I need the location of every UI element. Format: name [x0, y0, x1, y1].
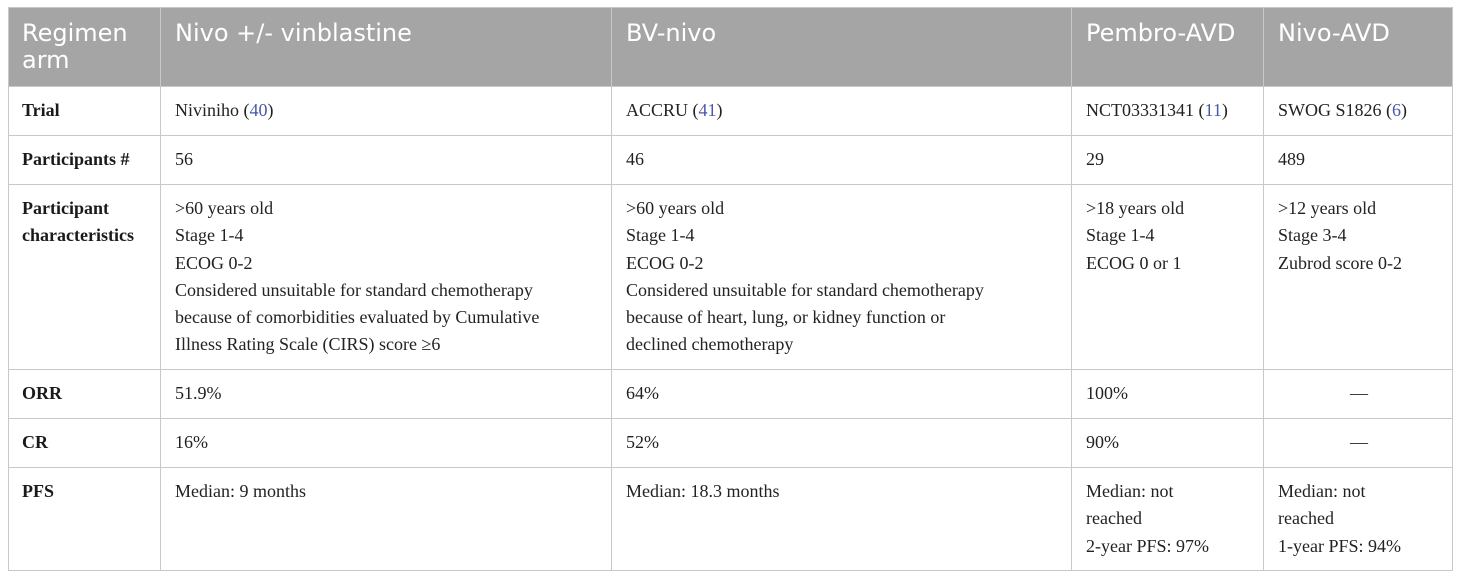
pfs-line: Median: not	[1278, 481, 1366, 501]
cr-cell: 52%	[612, 419, 1072, 468]
trial-cell-pembro-avd: NCT03331341 (11)	[1072, 87, 1264, 136]
trial-cell-nivo-vinblastine: Niviniho (40)	[161, 87, 612, 136]
characteristic-line: because of heart, lung, or kidney function or	[626, 307, 946, 328]
header-bv-nivo: BV-nivo	[612, 8, 1072, 87]
row-label-trial: Trial	[9, 87, 161, 136]
characteristic-line: Zubrod score 0-2	[1278, 252, 1402, 273]
reference-link[interactable]: 40	[249, 100, 268, 120]
characteristic-line: Stage 3-4	[1278, 225, 1347, 246]
regimen-table-container	[8, 7, 1453, 571]
header-nivo-vinblastine: Nivo +/- vinblastine	[161, 8, 612, 87]
characteristic-line: >60 years old	[175, 198, 274, 218]
header-regimen-arm-line-1: Regimen	[22, 19, 128, 47]
pfs-line: Median: 9 months	[175, 481, 306, 501]
trial-cell-bv-nivo: ACCRU (41)	[612, 87, 1072, 136]
orr-cell: 64%	[612, 370, 1072, 419]
trial-name: ACCRU	[626, 100, 689, 120]
pfs-cell-nivo-avd	[1264, 468, 1453, 571]
reference-link[interactable]: 11	[1204, 100, 1222, 120]
reference-link[interactable]: 41	[698, 100, 717, 120]
characteristic-line: Illness Rating Scale (CIRS) score ≥6	[175, 334, 441, 355]
pfs-cell-bv-nivo	[612, 468, 1072, 571]
trial-name: Niviniho	[175, 100, 240, 120]
row-label-line: Participant	[22, 198, 109, 218]
trial-name: SWOG S1826	[1278, 100, 1382, 120]
header-pembro-avd: Pembro-AVD	[1072, 8, 1264, 87]
characteristic-line: Considered unsuitable for standard chemotherapy	[175, 279, 533, 300]
table-row-participants	[9, 136, 1453, 185]
characteristics-cell-nivo-vinblastine	[161, 185, 612, 370]
characteristics-cell-nivo-avd	[1264, 185, 1453, 370]
header-regimen-arm	[9, 8, 161, 87]
orr-cell: 51.9%	[161, 370, 612, 419]
characteristic-line: Stage 1-4	[175, 225, 244, 246]
pfs-line: 2-year PFS: 97%	[1086, 535, 1209, 556]
characteristic-line: ECOG 0-2	[175, 252, 253, 273]
row-label-characteristics	[9, 185, 161, 370]
row-label-cr: CR	[9, 419, 161, 468]
table-row-pfs	[9, 468, 1453, 571]
characteristic-line: ECOG 0-2	[626, 252, 704, 273]
participants-cell: 56	[161, 136, 612, 185]
row-label-pfs: PFS	[9, 468, 161, 571]
characteristic-line: Considered unsuitable for standard chemotherapy	[626, 279, 984, 300]
orr-cell: —	[1264, 370, 1453, 419]
table-row-trial	[9, 87, 1453, 136]
characteristic-line: Stage 1-4	[1086, 225, 1155, 246]
participants-cell: 29	[1072, 136, 1264, 185]
pfs-line: reached	[1086, 508, 1142, 529]
header-nivo-avd: Nivo-AVD	[1264, 8, 1453, 87]
characteristic-line: because of comorbidities evaluated by Cumulative	[175, 307, 540, 328]
participants-cell: 489	[1264, 136, 1453, 185]
characteristic-line: ECOG 0 or 1	[1086, 252, 1182, 273]
characteristics-cell-bv-nivo	[612, 185, 1072, 370]
pfs-cell-pembro-avd	[1072, 468, 1264, 571]
row-label-participants: Participants #	[9, 136, 161, 185]
cr-cell: —	[1264, 419, 1453, 468]
header-regimen-arm-line-2: arm	[22, 46, 70, 74]
pfs-line: reached	[1278, 508, 1334, 529]
pfs-line: Median: 18.3 months	[626, 481, 780, 501]
trial-name: NCT03331341	[1086, 100, 1194, 120]
regimen-comparison-table	[8, 7, 1453, 571]
table-row-characteristics	[9, 185, 1453, 370]
cr-cell: 16%	[161, 419, 612, 468]
reference-link[interactable]: 6	[1392, 100, 1402, 120]
pfs-line: 1-year PFS: 94%	[1278, 535, 1401, 556]
orr-cell: 100%	[1072, 370, 1264, 419]
header-row	[9, 8, 1453, 87]
characteristic-line: Stage 1-4	[626, 225, 695, 246]
participants-cell: 46	[612, 136, 1072, 185]
characteristic-line: >18 years old	[1086, 198, 1185, 218]
pfs-cell-nivo-vinblastine	[161, 468, 612, 571]
characteristic-line: >12 years old	[1278, 198, 1377, 218]
trial-cell-nivo-avd: SWOG S1826 (6)	[1264, 87, 1453, 136]
characteristics-cell-pembro-avd	[1072, 185, 1264, 370]
characteristic-line: >60 years old	[626, 198, 725, 218]
table-row-cr	[9, 419, 1453, 468]
table-row-orr	[9, 370, 1453, 419]
characteristic-line: declined chemotherapy	[626, 334, 794, 355]
cr-cell: 90%	[1072, 419, 1264, 468]
row-label-orr: ORR	[9, 370, 161, 419]
pfs-line: Median: not	[1086, 481, 1174, 501]
row-label-line: characteristics	[22, 225, 134, 246]
